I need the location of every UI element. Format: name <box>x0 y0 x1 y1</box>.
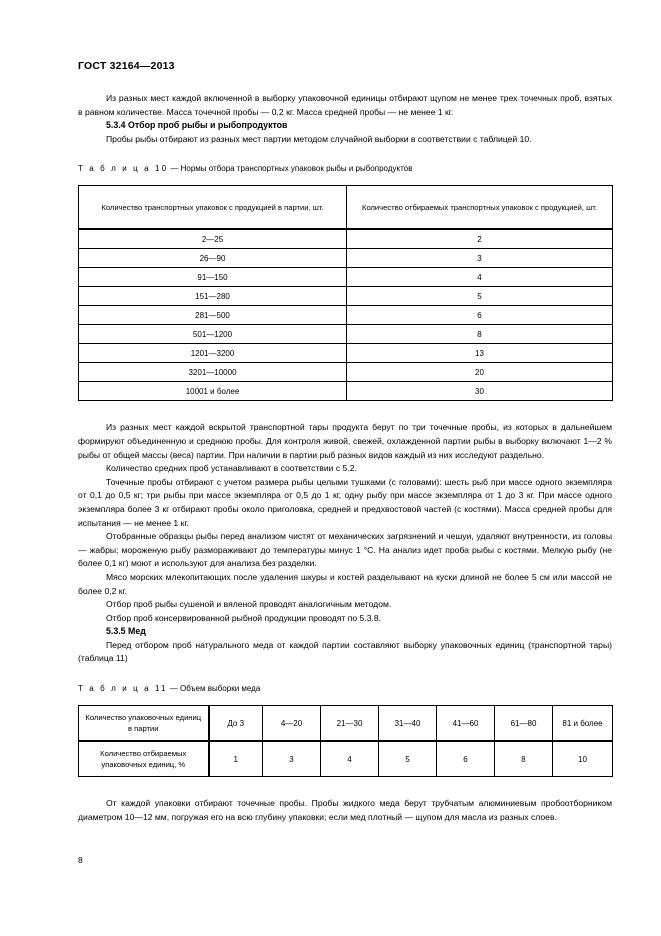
table-10-header-cell-0: Количество транспортных упаковок с продукцией в партии, шт. <box>79 186 347 230</box>
table-11-percent-cell: 8 <box>495 741 553 777</box>
table-10-cell-range: 26—90 <box>79 249 347 268</box>
table-10-header-cell-1: Количество отбираемых транспортных упаковок с продукцией, шт. <box>347 186 613 230</box>
table-10-cell-count: 8 <box>347 325 613 344</box>
table-row <box>79 268 613 287</box>
paragraph-1: Из разных мест каждой включенной в выборку упаковочной единицы отбирают щупом не менее трех точечных проб, взятых в равном количестве. Масса точечной пробы — 0,2 кг. Масса средней пробы — не менее 1 кг. <box>78 93 612 117</box>
standard-header: ГОСТ 32164—2013 <box>78 60 175 72</box>
table-11-percent-cell: 10 <box>553 741 613 777</box>
table-10-caption-text: — Нормы отбора транспортных упаковок рыбы и рыбопродуктов <box>168 164 413 174</box>
table-10-header-row <box>79 186 613 230</box>
page-number: 8 <box>78 855 83 865</box>
table-11-percent-cell: 6 <box>437 741 495 777</box>
spacer <box>78 695 612 705</box>
table-10-cell-range: 501—1200 <box>79 325 347 344</box>
table-11-percent-cell: 1 <box>209 741 263 777</box>
spacer <box>78 175 612 185</box>
table-11-range-cell: 31—40 <box>379 706 437 742</box>
table-10-cell-range: 1201—3200 <box>79 344 347 363</box>
paragraph-10: Перед отбором проб натурального меда от каждой партии составляют выборку упаковочных единиц (транспортной тары) (таблица 11) <box>78 639 612 664</box>
heading-5-3-5: 5.3.5 Мед <box>106 626 146 637</box>
table-10-cell-count: 13 <box>347 344 613 363</box>
table-row <box>79 229 613 249</box>
table-11-row-percents <box>79 741 613 777</box>
table-11-row-label-2: Количество отбираемых упаковочных единиц, % <box>79 741 209 777</box>
paragraph-3: Из разных мест каждой вскрытой транспортной тары продукта берут по три точечные пробы, из которых в дальнейшем формируют объединенную и среднюю пробы. Для контроля живой, свежей, охлажденной партии рыбы в выборку включают 1—2 % рыбы от общей массы (веса) партии. При наличии в партии рыб разных видов каждый из них исследуют раздельно. <box>78 422 612 460</box>
table-10-caption <box>78 162 612 175</box>
table-10-cell-count: 5 <box>347 287 613 306</box>
spacer <box>78 777 612 797</box>
paragraph-11: От каждой упаковки отбирают точечные пробы. Пробы жидкого меда берут трубчатым алюминиевым пробоотборником диаметром 10—12 мм, погружая его на всю глубину упаковки; если мед плотный — щупом для масла из разных слоев. <box>78 798 612 822</box>
paragraph-8: Отбор проб рыбы сушеной и вяленой проводят аналогичным методом. <box>106 599 392 610</box>
paragraph-5: Точечные пробы отбирают с учетом размера рыбы целыми тушками (с головами): шесть рыб при массе одного экземпляра от 0,1 до 0,5 кг; три рыбы при массе экземпляра от 0,5 до 1 кг, одну рыбу при массе экземпляра от 1 до 3 кг. При массе одного экземпляра более 3 кг отбирают пробы около приголовка, средней и предхвостовой частей (с костями). Масса средней пробы для испытания — не менее 1 кг. <box>78 476 612 528</box>
table-11-range-cell: 61—80 <box>495 706 553 742</box>
table-11 <box>78 705 613 777</box>
paragraph-6: Отобранные образцы рыбы перед анализом чистят от механических загрязнений и чешуи, удаляют внутренности, из головы — жабры; мороженую рыбу размораживают до температуры минус 1 °C. На анализ идет проба рыбы с костями. Мелкую рыбу (не более 0,1 кг) моют и используют для анализа без разделки. <box>78 531 612 569</box>
table-10-cell-range: 91—150 <box>79 268 347 287</box>
table-10-cell-count: 20 <box>347 363 613 382</box>
table-10-cell-range: 3201—10000 <box>79 363 347 382</box>
table-10-cell-count: 30 <box>347 382 613 401</box>
paragraph-9: Отбор проб консервированной рыбной продукции проводят по 5.3.8. <box>106 612 382 623</box>
table-row <box>79 344 613 363</box>
table-11-caption-label: Т а б л и ц а 11 <box>78 684 168 694</box>
paragraph-2: Пробы рыбы отбирают из разных мест партии методом случайной выборки в соответствии с таблицей 10. <box>106 133 532 144</box>
table-10-cell-count: 3 <box>347 249 613 268</box>
table-10-cell-count: 2 <box>347 229 613 249</box>
table-row <box>79 306 613 325</box>
table-11-row-label-1: Количество упаковочных единиц в партии <box>79 706 209 742</box>
table-11-row-ranges <box>79 706 613 742</box>
table-10-cell-range: 151—280 <box>79 287 347 306</box>
table-10-cell-range: 10001 и более <box>79 382 347 401</box>
table-10-cell-count: 4 <box>347 268 613 287</box>
table-row <box>79 287 613 306</box>
spacer <box>78 666 612 682</box>
table-11-range-cell: 21—30 <box>321 706 379 742</box>
paragraph-4: Количество средних проб устанавливают в соответствии с 5.2. <box>106 463 357 474</box>
spacer <box>78 146 612 162</box>
table-11-caption <box>78 682 612 695</box>
table-row <box>79 249 613 268</box>
table-11-range-cell: До 3 <box>209 706 263 742</box>
table-row <box>79 325 613 344</box>
table-11-range-cell: 41—60 <box>437 706 495 742</box>
document-body <box>78 92 612 824</box>
table-10-caption-label: Т а б л и ц а 10 <box>78 164 169 174</box>
heading-5-3-4: 5.3.4 Отбор проб рыбы и рыбопродуктов <box>106 120 288 131</box>
table-11-percent-cell: 3 <box>263 741 321 777</box>
paragraph-7: Мясо морских млекопитающих после удаления шкуры и костей разделывают на куски длиной не более 5 см или массой не более 0,2 кг. <box>78 571 612 596</box>
spacer <box>78 401 612 421</box>
table-11-caption-text: — Объем выборки меда <box>167 684 261 694</box>
table-11-percent-cell: 5 <box>379 741 437 777</box>
table-11-range-cell: 4—20 <box>263 706 321 742</box>
table-11-range-cell: 81 и более <box>553 706 613 742</box>
table-row <box>79 363 613 382</box>
table-row <box>79 382 613 401</box>
table-10-cell-range: 281—500 <box>79 306 347 325</box>
table-11-percent-cell: 4 <box>321 741 379 777</box>
table-10-cell-range: 2—25 <box>79 229 347 249</box>
table-10 <box>78 185 613 401</box>
table-10-cell-count: 6 <box>347 306 613 325</box>
